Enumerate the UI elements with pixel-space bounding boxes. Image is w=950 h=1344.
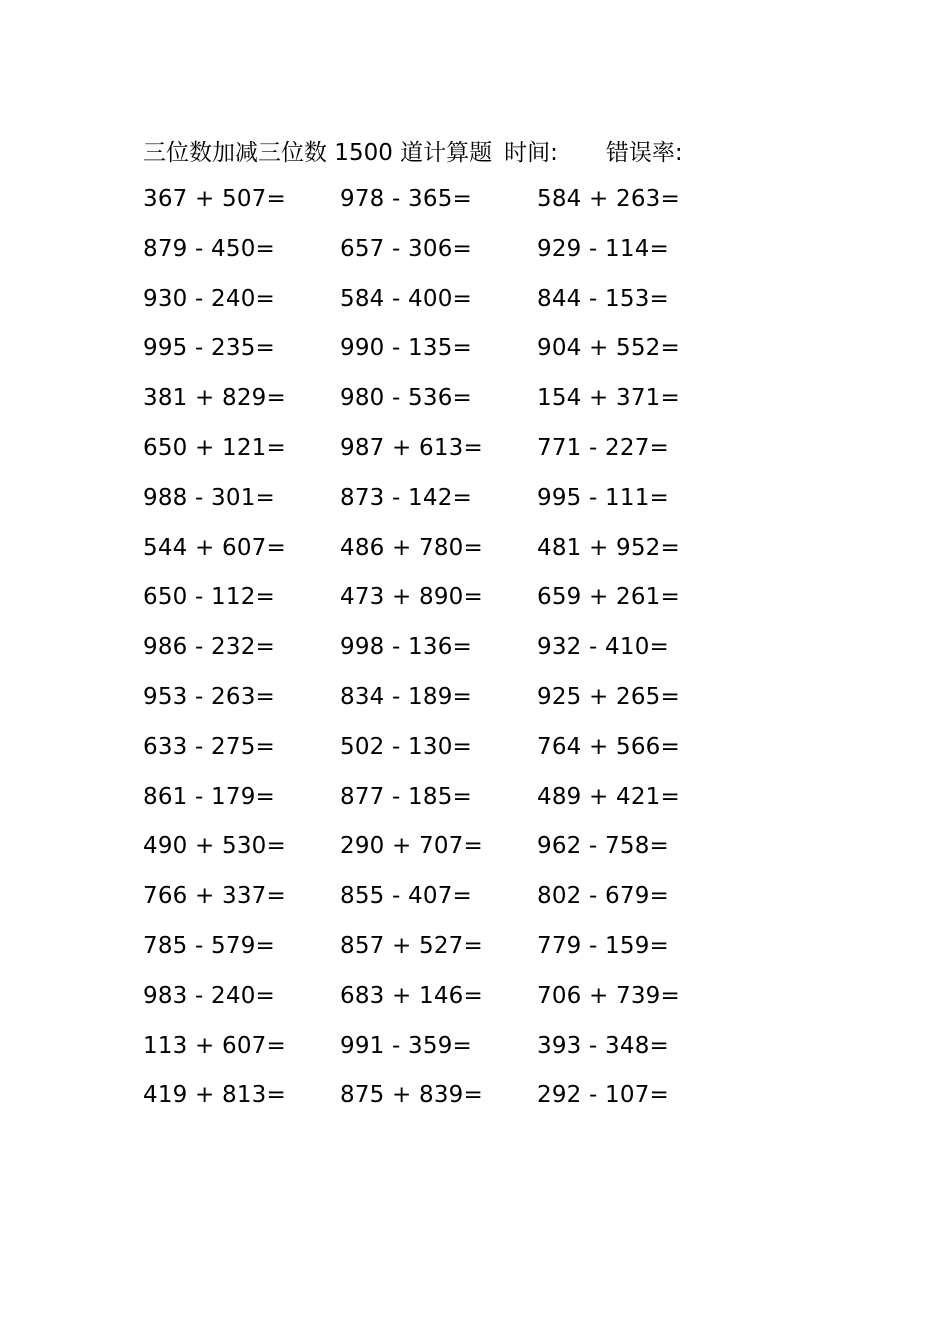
math-problem: 802 - 679= — [537, 883, 669, 910]
math-problem: 766 + 337= — [143, 883, 286, 910]
math-problem: 659 + 261= — [537, 584, 680, 611]
problem-row — [143, 230, 843, 280]
math-problem: 875 + 839= — [340, 1082, 483, 1109]
math-problem: 502 - 130= — [340, 733, 472, 760]
math-problem: 292 - 107= — [537, 1082, 669, 1109]
problem-row — [143, 479, 843, 529]
math-problem: 995 - 235= — [143, 335, 275, 362]
problem-row — [143, 877, 843, 927]
problem-grid — [143, 180, 843, 1126]
math-problem: 489 + 421= — [537, 783, 680, 810]
math-problem: 113 + 607= — [143, 1032, 286, 1059]
problem-row — [143, 1027, 843, 1077]
math-problem: 290 + 707= — [340, 833, 483, 860]
math-problem: 962 - 758= — [537, 833, 669, 860]
math-problem: 929 - 114= — [537, 235, 669, 262]
math-problem: 154 + 371= — [537, 385, 680, 412]
math-problem: 930 - 240= — [143, 285, 275, 312]
math-problem: 633 - 275= — [143, 733, 275, 760]
time-label: 时间: — [504, 139, 558, 166]
math-problem: 983 - 240= — [143, 982, 275, 1009]
math-problem: 481 + 952= — [537, 534, 680, 561]
math-problem: 995 - 111= — [537, 484, 669, 511]
math-problem: 988 - 301= — [143, 484, 275, 511]
math-problem: 990 - 135= — [340, 335, 472, 362]
math-problem: 953 - 263= — [143, 683, 275, 710]
problem-row — [143, 827, 843, 877]
math-problem: 779 - 159= — [537, 932, 669, 959]
math-problem: 381 + 829= — [143, 385, 286, 412]
math-problem: 785 - 579= — [143, 932, 275, 959]
problem-row — [143, 429, 843, 479]
math-problem: 683 + 146= — [340, 982, 483, 1009]
math-problem: 857 + 527= — [340, 932, 483, 959]
math-problem: 650 + 121= — [143, 434, 286, 461]
math-problem: 473 + 890= — [340, 584, 483, 611]
math-problem: 490 + 530= — [143, 833, 286, 860]
math-problem: 932 - 410= — [537, 634, 669, 661]
math-problem: 367 + 507= — [143, 186, 286, 212]
math-problem: 904 + 552= — [537, 335, 680, 362]
problem-row — [143, 628, 843, 678]
math-problem: 657 - 306= — [340, 235, 472, 262]
math-problem: 584 - 400= — [340, 285, 472, 312]
math-problem: 834 - 189= — [340, 683, 472, 710]
worksheet-header — [143, 133, 683, 167]
problem-row — [143, 778, 843, 828]
math-problem: 991 - 359= — [340, 1032, 472, 1059]
math-problem: 925 + 265= — [537, 683, 680, 710]
problem-row — [143, 280, 843, 330]
problem-row — [143, 977, 843, 1027]
problem-row — [143, 578, 843, 628]
problem-row — [143, 379, 843, 429]
math-problem: 544 + 607= — [143, 534, 286, 561]
error-rate-label: 错误率: — [605, 139, 683, 166]
math-problem: 998 - 136= — [340, 634, 472, 661]
math-problem: 986 - 232= — [143, 634, 275, 661]
math-problem: 393 - 348= — [537, 1032, 669, 1059]
math-problem: 771 - 227= — [537, 434, 669, 461]
problem-row — [143, 728, 843, 778]
math-problem: 844 - 153= — [537, 285, 669, 312]
math-problem: 419 + 813= — [143, 1082, 286, 1109]
math-problem: 861 - 179= — [143, 783, 275, 810]
problem-row — [143, 1076, 843, 1126]
problem-row — [143, 678, 843, 728]
problem-row — [143, 927, 843, 977]
math-problem: 584 + 263= — [537, 186, 680, 212]
math-problem: 486 + 780= — [340, 534, 483, 561]
math-problem: 764 + 566= — [537, 733, 680, 760]
problem-row — [143, 529, 843, 579]
problem-row — [143, 180, 843, 230]
math-problem: 978 - 365= — [340, 186, 472, 212]
problem-row — [143, 329, 843, 379]
math-problem: 987 + 613= — [340, 434, 483, 461]
math-problem: 980 - 536= — [340, 385, 472, 412]
math-problem: 873 - 142= — [340, 484, 472, 511]
math-problem: 650 - 112= — [143, 584, 275, 611]
math-problem: 706 + 739= — [537, 982, 680, 1009]
worksheet-title: 三位数加减三位数 1500 道计算题 — [143, 139, 493, 166]
math-problem: 879 - 450= — [143, 235, 275, 262]
math-problem: 877 - 185= — [340, 783, 472, 810]
math-problem: 855 - 407= — [340, 883, 472, 910]
